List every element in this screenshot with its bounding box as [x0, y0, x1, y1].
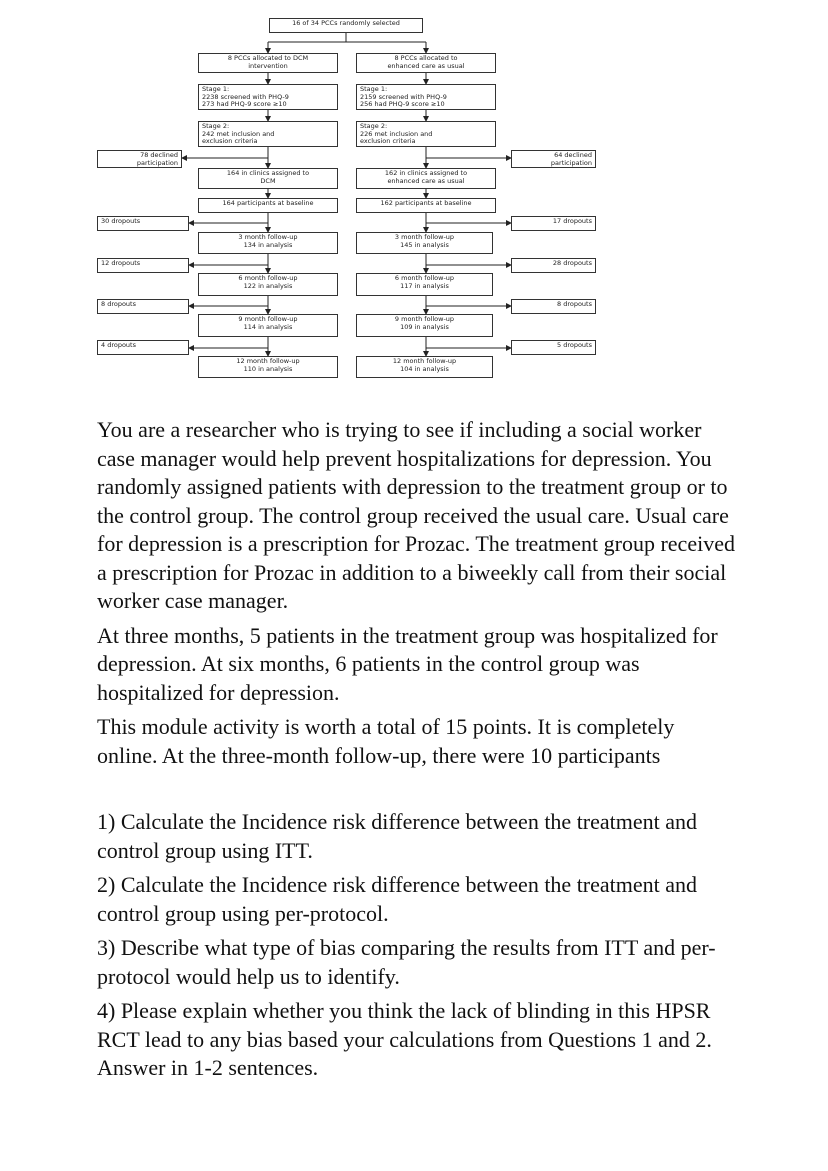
left-allocation-box: 8 PCCs allocated to DCM intervention: [198, 53, 338, 73]
question-4: 4) Please explain whether you think the lack of blinding in this HPSR RCT lead to any bias based your calculations from Questions 1 and 2. Answer in 1-2 sentences.: [97, 998, 712, 1080]
right-followup-6m: 6 month follow-up 117 in analysis: [356, 273, 493, 296]
left-followup-6m: 6 month follow-up 122 in analysis: [198, 273, 338, 296]
left-dropouts-6m: 12 dropouts: [97, 258, 189, 273]
question-2: 2) Calculate the Incidence risk difference between the treatment and control group using per-protocol.: [97, 872, 698, 926]
consort-flowchart: [0, 0, 828, 390]
right-followup-3m: 3 month follow-up 145 in analysis: [356, 232, 493, 254]
left-baseline-box: 164 participants at baseline: [198, 198, 338, 213]
assignment-text: [97, 416, 737, 1089]
question-3: 3) Describe what type of bias comparing the results from ITT and per-protocol would help us to identify.: [97, 935, 716, 989]
right-assigned-box: 162 in clinics assigned to enhanced care as usual: [356, 168, 496, 189]
right-stage2-box: Stage 2: 226 met inclusion and exclusion criteria: [356, 121, 496, 147]
left-stage1-box: Stage 1: 2238 screened with PHQ-9 273 had PHQ-9 score ≥10: [198, 84, 338, 110]
activity-info-paragraph: This module activity is worth a total of 15 points. It is completely online. At the three-month follow-up, there were 10 participants: [97, 714, 675, 768]
left-declined-box: 78 declined participation: [97, 150, 182, 168]
left-followup-12m: 12 month follow-up 110 in analysis: [198, 356, 338, 378]
right-dropouts-9m: 8 dropouts: [511, 299, 596, 314]
left-dropouts-3m: 30 dropouts: [97, 216, 189, 231]
right-dropouts-12m: 5 dropouts: [511, 340, 596, 355]
right-followup-12m: 12 month follow-up 104 in analysis: [356, 356, 493, 378]
left-dropouts-9m: 8 dropouts: [97, 299, 189, 314]
right-stage1-box: Stage 1: 2159 screened with PHQ-9 256 had PHQ-9 score ≥10: [356, 84, 496, 110]
right-dropouts-6m: 28 dropouts: [511, 258, 596, 273]
left-followup-9m: 9 month follow-up 114 in analysis: [198, 314, 338, 337]
right-followup-9m: 9 month follow-up 109 in analysis: [356, 314, 493, 337]
left-dropouts-12m: 4 dropouts: [97, 340, 189, 355]
question-1: 1) Calculate the Incidence risk difference between the treatment and control group using ITT.: [97, 809, 698, 863]
left-followup-3m: 3 month follow-up 134 in analysis: [198, 232, 338, 254]
right-allocation-box: 8 PCCs allocated to enhanced care as usual: [356, 53, 496, 73]
left-assigned-box: 164 in clinics assigned to DCM: [198, 168, 338, 189]
scenario-paragraph: You are a researcher who is trying to see if including a social worker case manager would help prevent hospitalizations for depression. You randomly assigned patients with depression to the treatment group or to the control group. The control group received the usual care. Usual care for depression is a prescription for Prozac. The treatment group received a prescription for Prozac in addition to a biweekly call from their social worker case manager.: [97, 417, 735, 613]
right-baseline-box: 162 participants at baseline: [356, 198, 496, 213]
hospitalization-paragraph: At three months, 5 patients in the treatment group was hospitalized for depression. At six months, 6 patients in the control group was hospitalized for depression.: [97, 622, 718, 705]
randomization-box: 16 of 34 PCCs randomly selected: [269, 18, 423, 33]
left-stage2-box: Stage 2: 242 met inclusion and exclusion criteria: [198, 121, 338, 147]
right-declined-box: 64 declined participation: [511, 150, 596, 168]
right-dropouts-3m: 17 dropouts: [511, 216, 596, 231]
